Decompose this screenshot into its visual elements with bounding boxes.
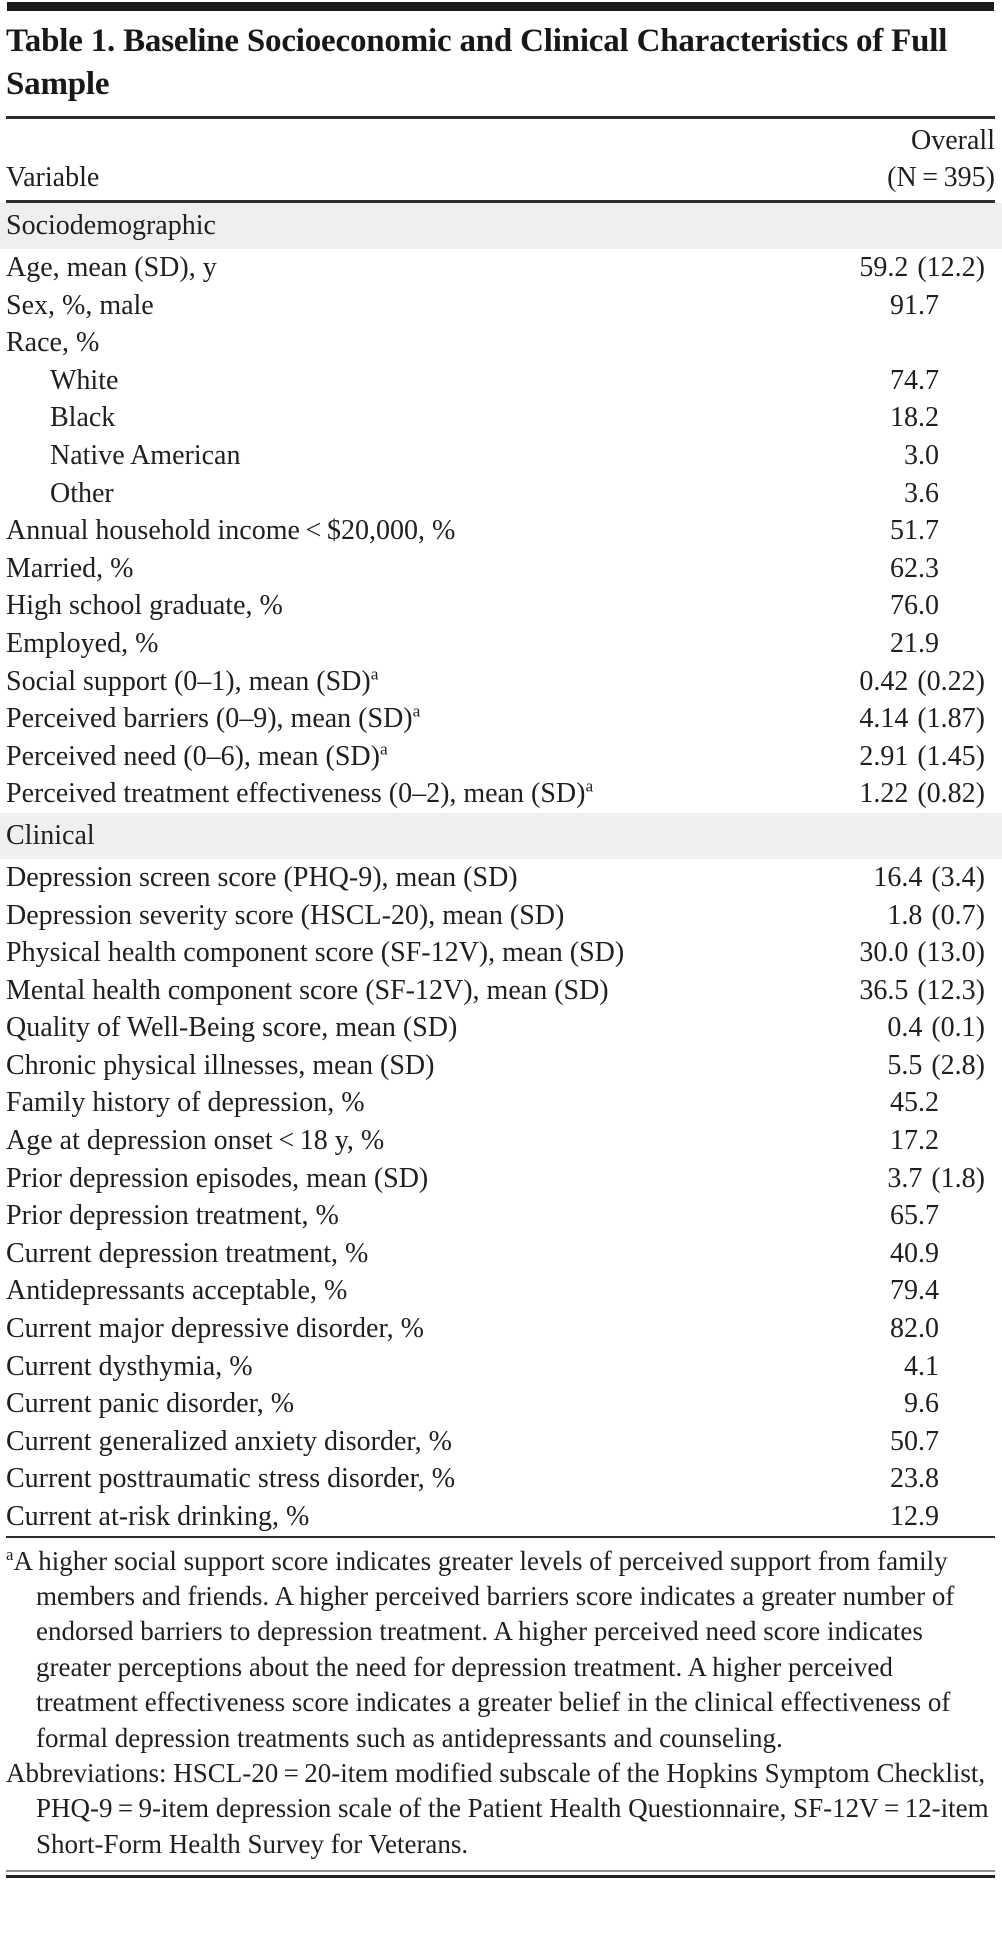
row-label: Chronic physical illnesses, mean (SD) [6, 1049, 435, 1081]
value-sd: (3.4) [931, 861, 985, 893]
table-row [6, 1423, 995, 1461]
row-label: Employed, % [6, 627, 159, 659]
row-value [890, 1423, 995, 1461]
table-row [6, 1272, 995, 1310]
row-value [890, 1460, 995, 1498]
rule-end-of-data [6, 1536, 995, 1538]
footnote-marker: a [370, 664, 379, 684]
row-value [859, 249, 995, 287]
row-label: Depression severity score (HSCL-20), mean (SD) [6, 899, 565, 931]
row-label: Age, mean (SD), y [6, 252, 217, 283]
value-mean: 59.2 [859, 252, 909, 283]
value-number: 17.2 [890, 1125, 939, 1157]
value-sd: (0.7) [931, 899, 985, 931]
row-value [890, 399, 995, 437]
table-row [6, 1047, 995, 1085]
row-value [890, 1084, 995, 1122]
footnote-a: $^a$A higher social support score indicates greater levels of perceived support from family members and friends. A higher perceived barriers score indicates a greater number of endorsed barriers to depression treatment. A higher perceived need score indicates greater perceptions about the need for depression treatment. A higher perceived treatment effectiveness score indicates a greater belief in the clinical effectiveness of formal depression treatments such as antidepressants and counseling. [6, 1544, 955, 1753]
row-value [859, 972, 995, 1010]
row-label: High school graduate, % [6, 590, 283, 622]
row-value [887, 1160, 995, 1198]
row-label: Sex, %, male [6, 289, 154, 321]
value-mean: 16.4 [873, 861, 923, 893]
row-value [890, 550, 995, 588]
value-number: 74.7 [890, 364, 939, 396]
table-row [6, 1197, 995, 1235]
value-number: 21.9 [890, 627, 939, 659]
row-label: Other [50, 477, 114, 509]
table-row [6, 1348, 995, 1386]
value-number: 50.7 [890, 1425, 939, 1457]
row-value [890, 1122, 995, 1160]
column-header-overall [887, 122, 995, 196]
row-label: Current dysthymia, % [6, 1350, 253, 1382]
row-label: Perceived need (0–6), mean (SD)$^a$ [6, 739, 388, 772]
footnote-marker: a [412, 701, 421, 721]
row-value [890, 1197, 995, 1235]
section-band-clinical: Clinical [0, 813, 1002, 859]
table-row [6, 738, 995, 776]
bottom-rule-dark [6, 1875, 995, 1878]
table-row [6, 897, 995, 935]
table-row [6, 1385, 995, 1423]
section-rows-clinical [6, 859, 995, 1536]
value-mean: 0.4 [887, 1012, 923, 1044]
table-row [6, 324, 995, 362]
value-sd: (12.3) [917, 974, 985, 1006]
row-label: Current major depressive disorder, % [6, 1313, 424, 1345]
row-value [887, 897, 995, 935]
row-label: Married, % [6, 552, 134, 584]
table-row [6, 1009, 995, 1047]
row-value [859, 700, 995, 738]
value-number: 12.9 [890, 1501, 939, 1532]
row-value [859, 663, 995, 701]
value-number: 51.7 [890, 515, 939, 547]
row-label: Annual household income < $20,000, % [6, 515, 456, 547]
row-label: Prior depression episodes, mean (SD) [6, 1162, 429, 1194]
footnote-abbreviations: Abbreviations: HSCL-20 = 20-item modified subscale of the Hopkins Symptom Checklist, PHQ-9 = 9-item depression scale of the Patient Health Questionnaire, SF-12V = 12-item Short-Form Health Survey for Veterans. [6, 1758, 989, 1859]
value-number: 76.0 [890, 590, 939, 622]
row-value [859, 775, 995, 813]
value-number: 23.8 [890, 1463, 939, 1495]
row-value [904, 1385, 995, 1423]
value-sd: (12.2) [917, 252, 985, 283]
column-header-variable: Variable [6, 162, 100, 193]
row-value [859, 934, 995, 972]
section-band-sociodemographic: Sociodemographic [0, 203, 1002, 249]
row-label: Black [50, 402, 116, 434]
table-row [6, 1084, 995, 1122]
section-rows-sociodemographic [6, 249, 995, 813]
row-label: Current depression treatment, % [6, 1237, 369, 1269]
row-label: Physical health component score (SF-12V), mean (SD) [6, 937, 625, 969]
row-label: Current generalized anxiety disorder, % [6, 1425, 452, 1457]
table-row [6, 775, 995, 813]
table-row [6, 399, 995, 437]
row-label: Perceived treatment effectiveness (0–2), mean (SD)$^a$ [6, 776, 594, 810]
row-label: Age at depression onset < 18 y, % [6, 1125, 385, 1157]
row-label: Current at-risk drinking, % [6, 1501, 310, 1532]
row-value [904, 475, 995, 513]
table-row [6, 587, 995, 625]
value-sd: (0.22) [917, 665, 985, 697]
table-row [6, 700, 995, 738]
value-number: 4.1 [904, 1350, 939, 1382]
value-mean: 1.8 [887, 899, 923, 931]
value-sd: (0.82) [917, 778, 985, 810]
value-number: 79.4 [890, 1275, 939, 1307]
row-label: Race, % [6, 327, 100, 359]
row-value [859, 738, 995, 776]
row-value [904, 437, 995, 475]
value-number: 82.0 [890, 1313, 939, 1345]
value-mean: 3.7 [887, 1162, 923, 1194]
bottom-double-rule [6, 1870, 995, 1878]
table-row [6, 1122, 995, 1160]
value-mean: 30.0 [859, 937, 909, 969]
value-mean: 2.91 [859, 740, 909, 772]
table-row [6, 972, 995, 1010]
table-row [6, 249, 995, 287]
value-number: 9.6 [904, 1388, 939, 1420]
table-row [6, 663, 995, 701]
row-label: Current posttraumatic stress disorder, % [6, 1463, 456, 1495]
value-sd: (13.0) [917, 937, 985, 969]
value-mean: 4.14 [859, 703, 909, 735]
table-row [6, 512, 995, 550]
row-value [890, 1235, 995, 1273]
column-header-overall-line1: Overall [911, 125, 995, 156]
row-label: Social support (0–1), mean (SD)$^a$ [6, 664, 379, 697]
table-row [6, 859, 995, 897]
footnotes [6, 1544, 995, 1863]
row-value [873, 859, 995, 897]
column-header-overall-line2: (N = 395) [887, 162, 995, 193]
row-value [890, 512, 995, 550]
row-value [890, 625, 995, 663]
value-sd: (1.45) [917, 740, 985, 772]
table-row [6, 934, 995, 972]
table-row [6, 1160, 995, 1198]
table-body [6, 203, 995, 1536]
table-row [6, 287, 995, 325]
value-number: 18.2 [890, 402, 939, 434]
value-sd: (1.8) [931, 1162, 985, 1194]
value-number: 65.7 [890, 1200, 939, 1232]
row-label: Family history of depression, % [6, 1087, 365, 1119]
value-sd: (2.8) [931, 1049, 985, 1081]
table-row [6, 475, 995, 513]
value-number: 91.7 [890, 289, 939, 321]
row-value [890, 1498, 995, 1536]
row-value [890, 362, 995, 400]
value-number: 40.9 [890, 1237, 939, 1269]
value-number: 3.6 [904, 477, 939, 509]
row-value [890, 287, 995, 325]
table-row [6, 625, 995, 663]
footnote-marker: a [6, 1544, 14, 1564]
row-value [890, 1310, 995, 1348]
table-row [6, 1460, 995, 1498]
row-label: Current panic disorder, % [6, 1388, 295, 1420]
top-rule-bar [7, 2, 994, 11]
row-label: Mental health component score (SF-12V), mean (SD) [6, 974, 609, 1006]
table-row [6, 550, 995, 588]
value-mean: 1.22 [859, 778, 909, 810]
row-value [890, 1272, 995, 1310]
row-label: Antidepressants acceptable, % [6, 1275, 348, 1307]
row-value [890, 587, 995, 625]
value-mean: 36.5 [859, 974, 909, 1006]
table-row [6, 437, 995, 475]
row-value [887, 1047, 995, 1085]
row-label: White [50, 364, 119, 396]
value-number: 3.0 [904, 439, 939, 471]
footnote-marker: a [585, 776, 594, 796]
row-label: Native American [50, 439, 241, 471]
table-row [6, 1498, 995, 1536]
value-number: 62.3 [890, 552, 939, 584]
column-header-row [6, 119, 995, 200]
table-row [6, 362, 995, 400]
footnote-marker: a [379, 739, 388, 759]
table-row [6, 1235, 995, 1273]
value-mean: 0.42 [859, 665, 909, 697]
row-label: Quality of Well-Being score, mean (SD) [6, 1012, 458, 1044]
row-value [887, 1009, 995, 1047]
row-label: Depression screen score (PHQ-9), mean (SD) [6, 861, 518, 893]
row-label: Perceived barriers (0–9), mean (SD)$^a$ [6, 701, 421, 735]
row-value [904, 1348, 995, 1386]
value-number: 45.2 [890, 1087, 939, 1119]
value-mean: 5.5 [887, 1049, 923, 1081]
value-sd: (0.1) [931, 1012, 985, 1044]
value-sd: (1.87) [917, 703, 985, 735]
table-row [6, 1310, 995, 1348]
row-label: Prior depression treatment, % [6, 1200, 339, 1232]
table-title: Table 1. Baseline Socioeconomic and Clinical Characteristics of Full Sample [6, 23, 948, 102]
